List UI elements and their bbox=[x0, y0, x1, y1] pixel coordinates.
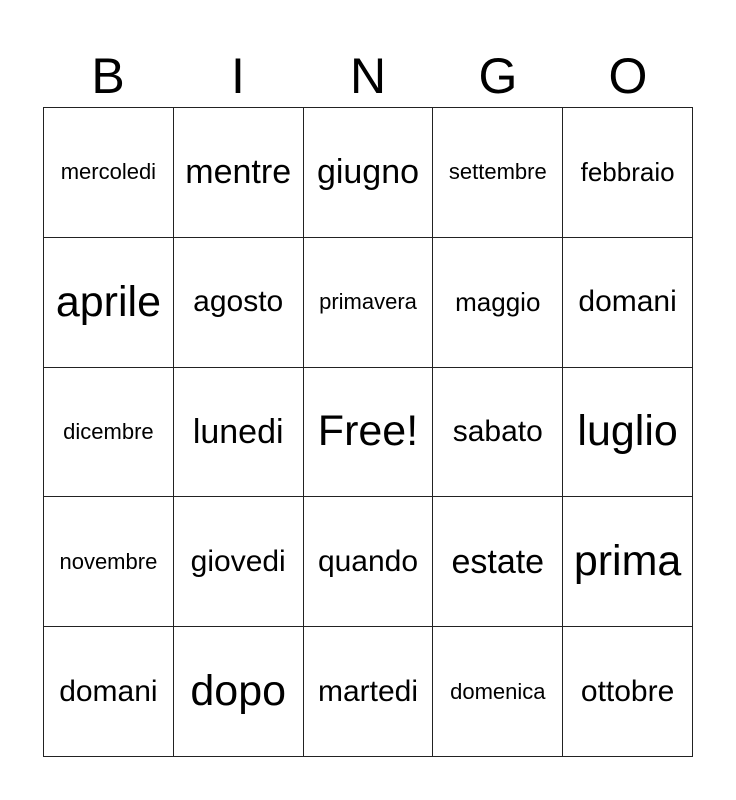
bingo-cell[interactable]: sabato bbox=[433, 368, 563, 498]
bingo-cell[interactable]: domani bbox=[563, 238, 693, 368]
bingo-cell[interactable]: lunedi bbox=[174, 368, 304, 498]
bingo-cell[interactable]: settembre bbox=[433, 108, 563, 238]
header-letter-b: B bbox=[91, 48, 125, 104]
bingo-cell[interactable]: febbraio bbox=[563, 108, 693, 238]
header-letter-n: N bbox=[349, 48, 387, 104]
header-letter-o: O bbox=[608, 48, 648, 104]
bingo-cell[interactable]: aprile bbox=[44, 238, 174, 368]
bingo-cell[interactable]: prima bbox=[563, 497, 693, 627]
header-letter-g: G bbox=[478, 48, 518, 104]
bingo-card-grid bbox=[43, 107, 693, 757]
bingo-cell[interactable]: mercoledi bbox=[44, 108, 174, 238]
bingo-cell[interactable]: novembre bbox=[44, 497, 174, 627]
bingo-cell[interactable]: martedi bbox=[304, 627, 434, 757]
bingo-free-space: Free! bbox=[304, 368, 434, 498]
bingo-cell[interactable]: luglio bbox=[563, 368, 693, 498]
bingo-cell[interactable]: quando bbox=[304, 497, 434, 627]
bingo-cell[interactable]: giugno bbox=[304, 108, 434, 238]
bingo-cell[interactable]: dicembre bbox=[44, 368, 174, 498]
bingo-cell[interactable]: maggio bbox=[433, 238, 563, 368]
bingo-cell[interactable]: primavera bbox=[304, 238, 434, 368]
bingo-cell[interactable]: giovedi bbox=[174, 497, 304, 627]
bingo-cell[interactable]: agosto bbox=[174, 238, 304, 368]
bingo-cell[interactable]: estate bbox=[433, 497, 563, 627]
bingo-cell[interactable]: domenica bbox=[433, 627, 563, 757]
header-letter-i: I bbox=[231, 48, 245, 104]
bingo-cell[interactable]: mentre bbox=[174, 108, 304, 238]
bingo-cell[interactable]: domani bbox=[44, 627, 174, 757]
bingo-cell[interactable]: ottobre bbox=[563, 627, 693, 757]
bingo-cell[interactable]: dopo bbox=[174, 627, 304, 757]
bingo-header bbox=[43, 48, 693, 104]
